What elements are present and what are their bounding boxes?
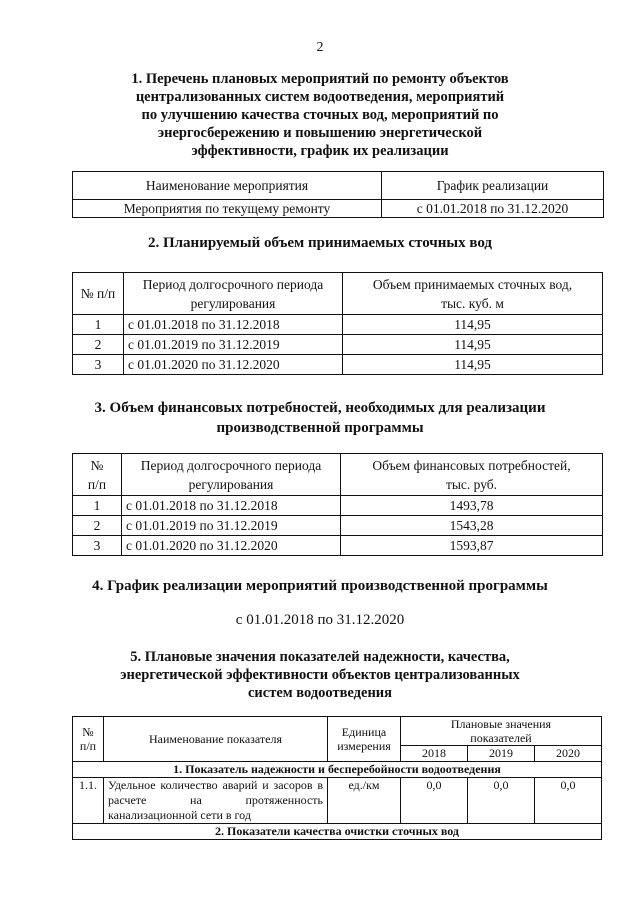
- header-year: 2019: [467, 746, 534, 762]
- row-unit: ед./км: [328, 778, 401, 824]
- row-number: 1: [73, 496, 122, 516]
- header-unit: [328, 717, 401, 762]
- header-period-line: регулирования: [188, 476, 274, 492]
- header-volume: [343, 273, 603, 315]
- header-number-line: п/п: [87, 476, 107, 492]
- header-period: [124, 273, 343, 315]
- row-indicator-name: Удельное количество аварий и засоров в расчете на протяженность канализационной сети в год: [104, 778, 328, 824]
- header-number: № п/п: [73, 273, 124, 315]
- row-amount: 1593,87: [341, 536, 603, 556]
- row-period: с 01.01.2020 по 31.12.2020: [124, 355, 343, 375]
- header-period-line: Период долгосрочного периода: [140, 457, 322, 473]
- row-volume: 114,95: [343, 335, 603, 355]
- section1-title-line: централизованных систем водоотведения, мероприятий: [135, 89, 505, 105]
- header-number: [73, 454, 122, 496]
- section1-title-line: 1. Перечень плановых мероприятий по ремонту объектов: [131, 71, 509, 87]
- header-volume-line: тыс. куб. м: [441, 295, 504, 311]
- section5-table: [72, 716, 602, 840]
- table-row: [73, 496, 603, 516]
- header-unit-line: Единица: [341, 725, 387, 739]
- section2-title: 2. Планируемый объем принимаемых сточных вод: [147, 235, 493, 251]
- section3-title-line: производственной программы: [216, 420, 424, 436]
- table-row: [73, 778, 602, 824]
- row-period: с 01.01.2019 по 31.12.2019: [122, 516, 341, 536]
- row-amount: 1493,78: [341, 496, 603, 516]
- row-amount: 1543,28: [341, 516, 603, 536]
- row-number: 2: [73, 516, 122, 536]
- row-value-2018: 0,0: [401, 778, 468, 824]
- header-number-line: №: [82, 725, 94, 739]
- header-financial: [341, 454, 603, 496]
- header-year: 2020: [534, 746, 601, 762]
- row-number: 3: [73, 355, 124, 375]
- header-schedule: График реализации: [382, 172, 604, 200]
- row-volume: 114,95: [343, 315, 603, 335]
- page-number: 2: [316, 40, 324, 55]
- section5-title: [0, 648, 640, 702]
- group-reliability: 1. Показатель надежности и бесперебойности водоотведения: [73, 762, 602, 778]
- row-volume: 114,95: [343, 355, 603, 375]
- table-row: [73, 516, 603, 536]
- row-number: 1: [73, 315, 124, 335]
- activity-schedule-cell: с 01.01.2018 по 31.12.2020: [382, 200, 604, 218]
- section3-title-line: 3. Объем финансовых потребностей, необходимых для реализации: [94, 400, 546, 416]
- section1-title-line: энергосбережению и повышению энергетической: [157, 125, 483, 141]
- header-volume-line: Объем принимаемых сточных вод,: [372, 276, 573, 292]
- row-period: с 01.01.2020 по 31.12.2020: [122, 536, 341, 556]
- row-number: 3: [73, 536, 122, 556]
- section5-title-line: энергетической эффективности объектов централизованных: [120, 667, 520, 683]
- row-period: с 01.01.2018 по 31.12.2018: [122, 496, 341, 516]
- section4-period: с 01.01.2018 по 31.12.2020: [235, 612, 405, 628]
- header-planned-line: показателей: [470, 731, 532, 745]
- row-value-2019: 0,0: [467, 778, 534, 824]
- table-row: [73, 355, 603, 375]
- activity-name-cell: Мероприятия по текущему ремонту: [73, 200, 382, 218]
- row-number: 2: [73, 335, 124, 355]
- header-unit-line: измерения: [337, 739, 391, 753]
- header-number-line: №: [90, 457, 104, 473]
- header-financial-line: Объем финансовых потребностей,: [372, 457, 571, 473]
- section5-title-line: 5. Плановые значения показателей надежности, качества,: [130, 649, 510, 665]
- header-indicator-name: Наименование показателя: [104, 717, 328, 762]
- group-quality: 2. Показатели качества очистки сточных вод: [73, 824, 602, 840]
- header-number-line: п/п: [79, 739, 97, 753]
- table-row: [73, 335, 603, 355]
- section3-table: [72, 453, 603, 556]
- section1-table: [72, 171, 604, 218]
- row-value-2020: 0,0: [534, 778, 601, 824]
- section5-title-line: систем водоотведения: [247, 685, 393, 701]
- header-period-line: регулирования: [190, 295, 276, 311]
- table-row: [73, 536, 603, 556]
- header-year: 2018: [401, 746, 468, 762]
- header-activity-name: Наименование мероприятия: [73, 172, 382, 200]
- section3-title: [0, 398, 640, 438]
- header-planned-line: Плановые значения: [450, 717, 552, 731]
- header-financial-line: тыс. руб.: [445, 476, 498, 492]
- table-row: [73, 315, 603, 335]
- header-number: [73, 717, 104, 762]
- section1-title-line: по улучшению качества сточных вод, мероприятий по: [141, 107, 499, 123]
- row-period: с 01.01.2018 по 31.12.2018: [124, 315, 343, 335]
- header-period: [122, 454, 341, 496]
- header-period-line: Период долгосрочного периода: [142, 276, 324, 292]
- section1-title-line: эффективности, график их реализации: [191, 143, 449, 159]
- section1-title: [0, 70, 640, 160]
- section4-title: 4. График реализации мероприятий производственной программы: [92, 578, 548, 594]
- section2-table: [72, 272, 603, 375]
- row-period: с 01.01.2019 по 31.12.2019: [124, 335, 343, 355]
- row-number: 1.1.: [73, 778, 104, 824]
- header-planned-values: [401, 717, 602, 746]
